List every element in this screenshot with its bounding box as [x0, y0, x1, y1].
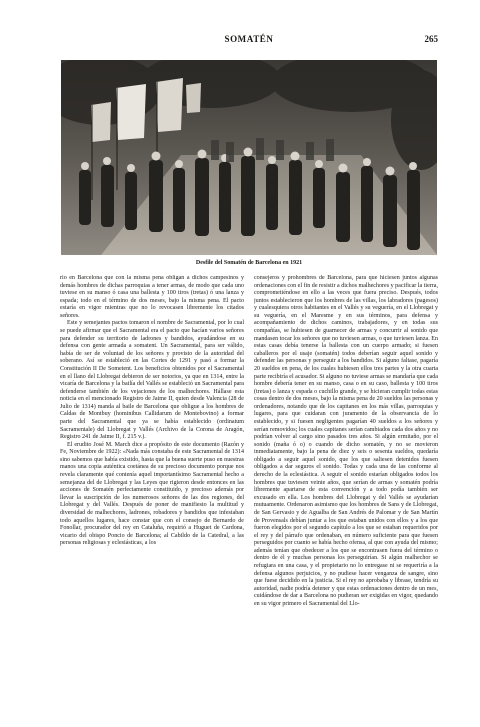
parade-photo-drawing	[61, 60, 437, 255]
paragraph: El erudito José M. March dice a propósito de este documento (Razón y Fe, Noviembre de 1922): «Nada más constaba de este Sacramental de 1314 sino sabemos que había existido, hasta que la buena suerte puso en nuestras manos una copia auténtica coetánea de su precioso documento porque nos revela claramente qué contenía aquel importantísimo Sacramental hecho a semejanza del de Llobregat y las Leyes que rigieron desde entonces en las acciones de Somatén perfectamente constituido, y precioso además por llevar la suscripción de los numerosos señores de las dos regiones, del Llobregat y del Vallés. Después de poner de manifiesto la multitud y diversidad de malhechores, ladrones, robadores y bandidos que infestaban todo aquellos lugares, hace constar que con el consejo de Bernardo de Fonollar, procurador del rey en Cataluña, requirió a Huguet de Cardona, vicario del obispo Poncio de Barcelona; al Cabildo de la Catedral, a las personas religiosas y eclesiásticas, a los	[60, 441, 244, 547]
paragraph: Este y semejantes pactos tomaron el nombre de Sacramental, por lo cual se puede afirmar que el Sacramental era el pacto que hacían varios señores para defender su territorio de ladrones y bandidos, ayudándose en su defensa con gente armada a somatent. Un Sacramental, para ser válido, había de ser de voluntad de los señores y provisto de la autoridad del soberano. Así se estableció en las Cortes de 1291 y pasó a formar la Constitución II De Sometent. Los beneficios obtenidos por el Sacramental en el llano del Llobregat debieron de ser notorios, ya que en 1314, entre la vicaría de Barcelona y la bailía del Vallés se estableció un Sacramental para defenderse también de los vejaciones de los malhechores. Hállase esta noticia en el mencionado Registro de Jaime II, quien desde Valencia (28 de Julio de 1314) manda al baile de Barcelona que obligue a los hombres de Caldas de Montbuy (hominibus Callidarum de Montebovino) a formar parte del Sacramental que ya se había establecido (ordinatum Sacramentale) del Llobregat y Vallés (Archivo de la Corona de Aragón, Registro 241 de Jaime II, f. 215 v.).	[60, 320, 244, 441]
running-title: SOMATÉN	[224, 34, 274, 44]
text-column-left	[60, 275, 244, 715]
paragraph: consejeros y prohombres de Barcelona, para que hiciesen juntos algunas ordenaciones con el fin de resistir a dichos malhechores y pacificar la tierra, comprometiéndose en ello a las veces que fuera preciso. Después, todos juntos establecieron que los hombres de las villas, los labradores (pagesos) y cualesquiera otros habitantes en el Vallés y su veguería, en el Llobregat y su veguería, en el Maresme y en sus términos, para defensa y acompañamiento de dichos caminos, trabajadores, y en todas sus compañías, se hubiesen de guarnecer de armas y concurrir al sonido que mandasen tocar los señores que no tuviesen armas, o que tuviesen lanza. En estas casas debía tenerse la ballesta con un cuerpo armado; si fuesen caballeros por el usaje (somatén) todos deberían seguir aquel sonido y defender las personas y perseguir a los bandidos. Si alguno faltase, pagaría 20 sueldos en pena, de los cuales hubiesen ellos tres partes y la otra cuarta parte recibiría el acusador. Si alguno no tuviese armas se mandaría que cada hombre debería tener en su manso, casa o en su caso, ballesta y 100 tiros (tretas) o lanza y espada o cuchillo grande, y se hicieran cumplir todas estas cosas dentro de dos meses, bajo la misma pena de 20 sueldos las personas y ordenadores, notando que de los capitanes en los más villas, parroquias y lugares, para que cuidaran con juramento de la observancia de lo establecido, y si fuesen negligentes pagarían 40 sueldos a los señores y serían removidos; los cuales capitanes serían cambiados cada dos años y no podrían volver al cargo sino pasados tres años. Si algún ermitaño, por el sonido (maña ó o) o cuando de dicho somatén, y no se movieron inmediatamente, bajo la pena de diez y seis o sesenta sueldos, quedaría obligado a seguir aquel sonido, que los que saliesen detenidos fuesen obligados a dar seguros el sonido. Todas y cada una de las conforme al derecho de la eclesiástica. A seguir el sonido estarían obligados todos los hombres que tuviesen veinte años, que serían de armas y somatén podría libremente apartarse de esta convención y a todo podía también ser excusado en ella. Los hombres del Llobregat y del Vallés se ayudarían mutuamente. Ordenaron asimismo que los hombres de Sans y de Llobregat, de San Gervasio y de Agualba de San Andrés de Palomar y de San Martín de Provensals debían juntar a los que estaban unidos con ellos y a los que fueron elegidos por el segundo capítulo a los que se estaban requeridos por el rey y del párrafo que ordenaban, en número suficiente para que fuesen perseguidos por cuanto se había hecho ofensa, al que con ayuda del mismo; además tenían que obedecer a los que se encontrasen fuera del término o dentro de él y muchas personas los perseguirían. Si algún malhechor se refugiara en una casa, y el propietario no lo entregase ni se requeriría a la defensa algunos perjuicios, y no pudiese hacer venganza de sangre, sino que fuese decidido en la justicia. Si el rey no aprobaba y librase, tendría su autoridad, nadie podría detener y que estas ordenaciones dentro de un mes, cuidándose de dar a Barcelona no pudieran ser exigidas en vigor, quedando en su vigor primero el Sacramental del Llo-	[254, 275, 438, 607]
page-number: 265	[424, 34, 438, 44]
photo-caption: Desfile del Somatén de Barcelona en 1921	[195, 260, 303, 266]
text-column-right	[254, 275, 438, 715]
parade-photo	[61, 60, 437, 255]
paragraph: rio en Barcelona que con la misma pena obligan a dichos campesinos y demás hombres de dichas parroquias a tener armas, de modo que cada uno tuviese en su manso ó casa una ballesta y 100 tiros (tretas) ó una lanza y espada; todo en el término de dos meses, bajo la misma pena. El pacto estaría en vigor mientras que no lo revocasen libremente los citados señores.	[60, 275, 244, 319]
page-header	[60, 34, 438, 46]
